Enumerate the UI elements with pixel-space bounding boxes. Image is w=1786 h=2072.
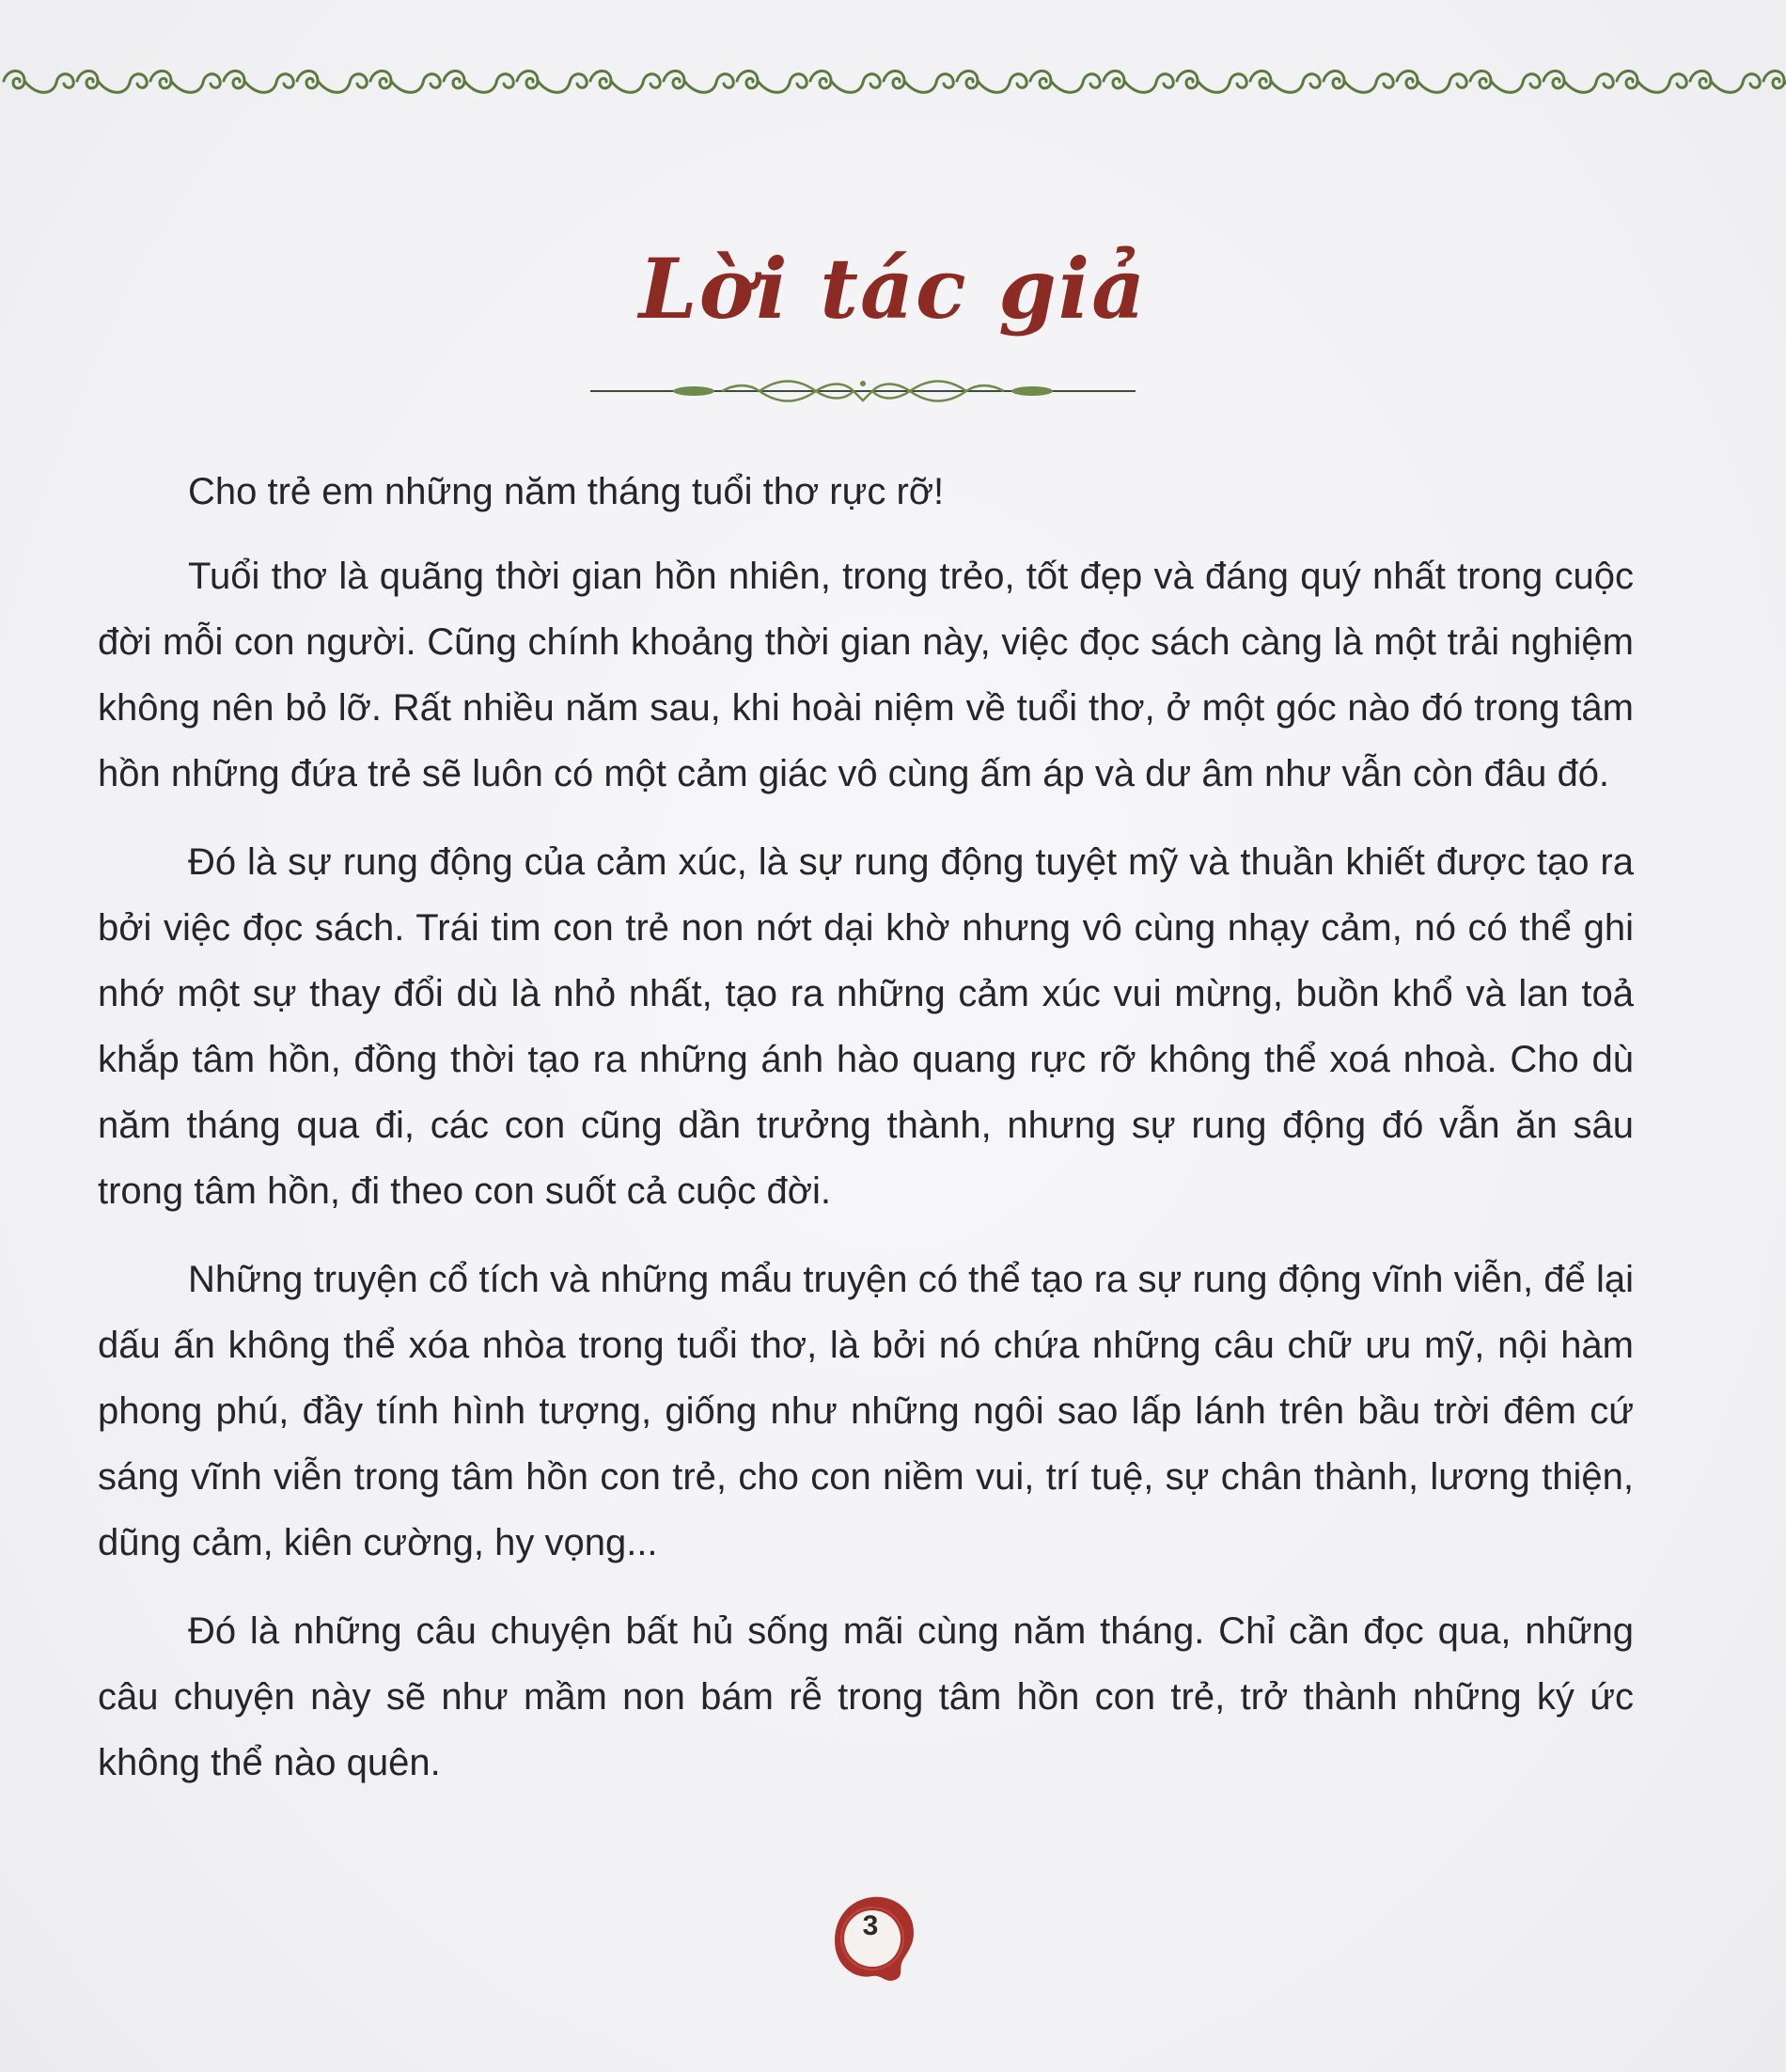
- border-scroll: [590, 71, 660, 93]
- border-scroll: [737, 71, 807, 93]
- border-scroll: [150, 71, 220, 93]
- paragraph: Đó là sự rung động của cảm xúc, là sự rung động tuyệt mỹ và thuần khiết được tạo ra bởi việc đọc sách. Trái tim con trẻ non nớt dại khờ nhưng vô cùng nhạy cảm, nó có thể ghi nhớ một sự thay đổi dù là nhỏ nhất, tạo ra những cảm xúc vui mừng, buồn khổ và lan toả khắp tâm hồn, đồng thời tạo ra những ánh hào quang rực rỡ không thể xoá nhoà. Cho dù năm tháng qua đi, các con cũng dần trưởng thành, nhưng sự rung động đó vẫn ăn sâu trong tâm hồn, đi theo con suốt cả cuộc đời.: [98, 841, 1634, 1212]
- border-scroll: [1690, 71, 1760, 93]
- decorative-border: [0, 55, 1786, 107]
- border-scroll: [884, 71, 953, 93]
- border-scroll: [224, 71, 293, 93]
- border-scroll: [297, 71, 367, 93]
- border-scroll: [1617, 71, 1686, 93]
- border-scroll: [444, 71, 513, 93]
- paragraph: Tuổi thơ là quãng thời gian hồn nhiên, trong trẻo, tốt đẹp và đáng quý nhất trong cuộc đời mỗi con người. Cũng chính khoảng thời gian này, việc đọc sách càng là một trải nghiệm không nên bỏ lỡ. Rất nhiều năm sau, khi hoài niệm về tuổi thơ, ở một góc nào đó trong tâm hồn những đứa trẻ sẽ luôn có một cảm giác vô cùng ấm áp và dư âm như vẫn còn đâu đó.: [98, 556, 1634, 794]
- border-scroll: [664, 71, 733, 93]
- border-scroll: [1177, 71, 1246, 93]
- border-scroll: [957, 71, 1026, 93]
- border-scroll: [77, 71, 147, 93]
- border-scroll: [1030, 71, 1100, 93]
- border-scroll: [1470, 71, 1540, 93]
- border-scroll: [1250, 71, 1320, 93]
- border-scroll: [1397, 71, 1466, 93]
- border-scroll: [1763, 71, 1786, 93]
- border-scroll: [517, 71, 587, 93]
- border-scroll: [1543, 71, 1613, 93]
- paragraph: Những truyện cổ tích và những mẩu truyện có thể tạo ra sự rung động vĩnh viễn, để lại dấu ấn không thể xóa nhòa trong tuổi thơ, là bởi nó chứa những câu chữ ưu mỹ, nội hàm phong phú, đầy tính hình tượng, giống như những ngôi sao lấp lánh trên bầu trời đêm cứ sáng vĩnh viễn trong tâm hồn con trẻ, cho con niềm vui, trí tuệ, sự chân thành, lương thiện, dũng cảm, kiên cường, hy vọng...: [98, 1259, 1634, 1563]
- page-title: Lời tác giả: [638, 240, 1148, 337]
- body-text: [98, 459, 1634, 1818]
- paragraph: Cho trẻ em những năm tháng tuổi thơ rực rỡ!: [188, 471, 945, 512]
- border-scroll: [1104, 71, 1173, 93]
- page-number: 3: [862, 1910, 879, 1941]
- border-scroll: [370, 71, 440, 93]
- border-scroll: [1324, 71, 1393, 93]
- border-scroll: [4, 71, 73, 93]
- border-scroll: [810, 71, 880, 93]
- title-ornament: [590, 372, 1136, 410]
- paragraph: Đó là những câu chuyện bất hủ sống mãi cùng năm tháng. Chỉ cần đọc qua, những câu chuyện này sẽ như mầm non bám rễ trong tâm hồn con trẻ, trở thành những ký ức không thể nào quên.: [98, 1610, 1634, 1783]
